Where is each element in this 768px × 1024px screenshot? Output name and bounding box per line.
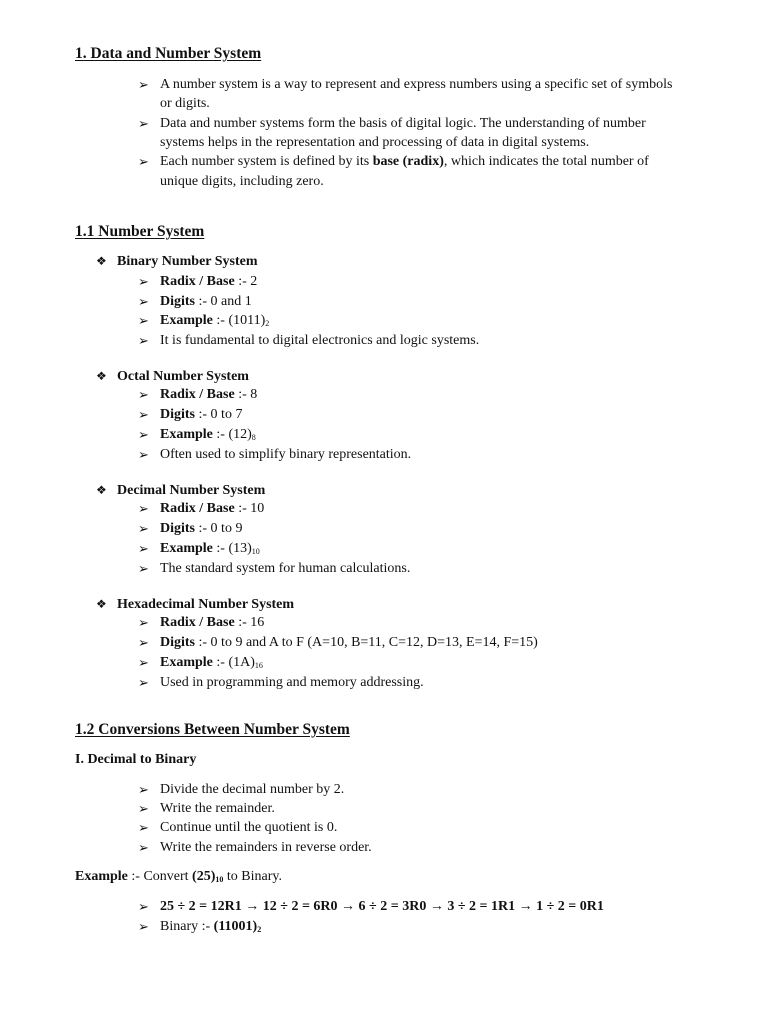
arrow-bullet-icon: ➢ (138, 274, 149, 289)
note-line: Often used to simplify binary representation. (160, 447, 412, 462)
diamond-bullet-icon: ❖ (96, 254, 107, 268)
system-name: Binary Number System (117, 254, 258, 269)
bullet-text: A number system is a way to represent and express numbers using a specific set of symbols (160, 77, 673, 92)
example-statement: Example :- Convert $(25)_{10}$ to Binary. (75, 869, 282, 884)
digits-line: Digits :- 0 to 9 and A to F (A=10, B=11, C=12, D=13, E=14, F=15) (160, 635, 538, 650)
arrow-bullet-icon: ➢ (138, 427, 149, 442)
bullet-text: systems helps in the representation and processing of data in digital systems. (160, 135, 590, 150)
arrow-bullet-icon: ➢ (138, 675, 149, 690)
step-text: Write the remainder. (160, 801, 275, 816)
arrow-bullet-icon: ➢ (138, 501, 149, 516)
arrow-bullet-icon: ➢ (138, 447, 149, 462)
section-title: 1. Data and Number System (75, 45, 262, 62)
arrow-bullet-icon: ➢ (138, 77, 149, 92)
diamond-bullet-icon: ❖ (96, 597, 107, 611)
bullet-text: Data and number systems form the basis of digital logic. The understanding of number (160, 116, 646, 131)
digits-line: Digits :- 0 and 1 (160, 294, 252, 309)
arrow-bullet-icon: ➢ (138, 521, 149, 536)
arrow-bullet-icon: ➢ (138, 655, 149, 670)
arrow-bullet-icon: ➢ (138, 820, 149, 835)
radix-line: Radix / Base :- 10 (160, 501, 265, 516)
bullet-text: or digits. (160, 96, 210, 111)
arrow-bullet-icon: ➢ (138, 919, 149, 934)
arrow-bullet-icon: ➢ (138, 801, 149, 816)
radix-line: Radix / Base :- 2 (160, 274, 258, 289)
system-name: Octal Number System (117, 369, 249, 384)
arrow-bullet-icon: ➢ (138, 541, 149, 556)
arrow-bullet-icon: ➢ (138, 561, 149, 576)
arrow-bullet-icon: ➢ (138, 313, 149, 328)
result-line: Binary :- $(11001)_2$ (160, 919, 262, 934)
radix-line: Radix / Base :- 8 (160, 387, 258, 402)
example-line: Example :- $(1011)_2$ (160, 313, 270, 328)
arrow-bullet-icon: ➢ (138, 635, 149, 650)
arrow-bullet-icon: ➢ (138, 333, 149, 348)
radix-line: Radix / Base :- 16 (160, 615, 265, 630)
arrow-bullet-icon: ➢ (138, 899, 149, 914)
example-line: Example :- $(1A)_{16}$ (160, 655, 263, 670)
digits-line: Digits :- 0 to 9 (160, 521, 243, 536)
arrow-bullet-icon: ➢ (138, 407, 149, 422)
arrow-bullet-icon: ➢ (138, 615, 149, 630)
note-line: It is fundamental to digital electronics and logic systems. (160, 333, 480, 348)
section-title: 1.2 Conversions Between Number System (75, 721, 350, 738)
diamond-bullet-icon: ❖ (96, 369, 107, 383)
step-text: Divide the decimal number by 2. (160, 782, 345, 797)
arrow-bullet-icon: ➢ (138, 782, 149, 797)
arrow-bullet-icon: ➢ (138, 840, 149, 855)
arrow-bullet-icon: ➢ (138, 116, 149, 131)
bullet-text: Each number system is defined by its base (radix), which indicates the total number of (160, 154, 649, 169)
bullet-text: unique digits, including zero. (160, 174, 324, 189)
diamond-bullet-icon: ❖ (96, 483, 107, 497)
step-text: Continue until the quotient is 0. (160, 820, 338, 835)
arrow-bullet-icon: ➢ (138, 154, 149, 169)
subsection-title: I. Decimal to Binary (75, 752, 197, 767)
arrow-bullet-icon: ➢ (138, 387, 149, 402)
system-name: Decimal Number System (117, 483, 266, 498)
section-title: 1.1 Number System (75, 223, 205, 240)
digits-line: Digits :- 0 to 7 (160, 407, 243, 422)
step-text: Write the remainders in reverse order. (160, 840, 372, 855)
arrow-bullet-icon: ➢ (138, 294, 149, 309)
example-line: Example :- $(13)_{10}$ (160, 541, 260, 556)
example-line: Example :- $(12)_8$ (160, 427, 256, 442)
note-line: Used in programming and memory addressing. (160, 675, 424, 690)
system-name: Hexadecimal Number System (117, 597, 295, 612)
calculation-line: 25 ÷ 2 = 12R1 → 12 ÷ 2 = 6R0 → 6 ÷ 2 = 3R0 → 3 ÷ 2 = 1R1 → 1 ÷ 2 = 0R1 (160, 899, 604, 914)
note-line: The standard system for human calculations. (160, 561, 411, 576)
